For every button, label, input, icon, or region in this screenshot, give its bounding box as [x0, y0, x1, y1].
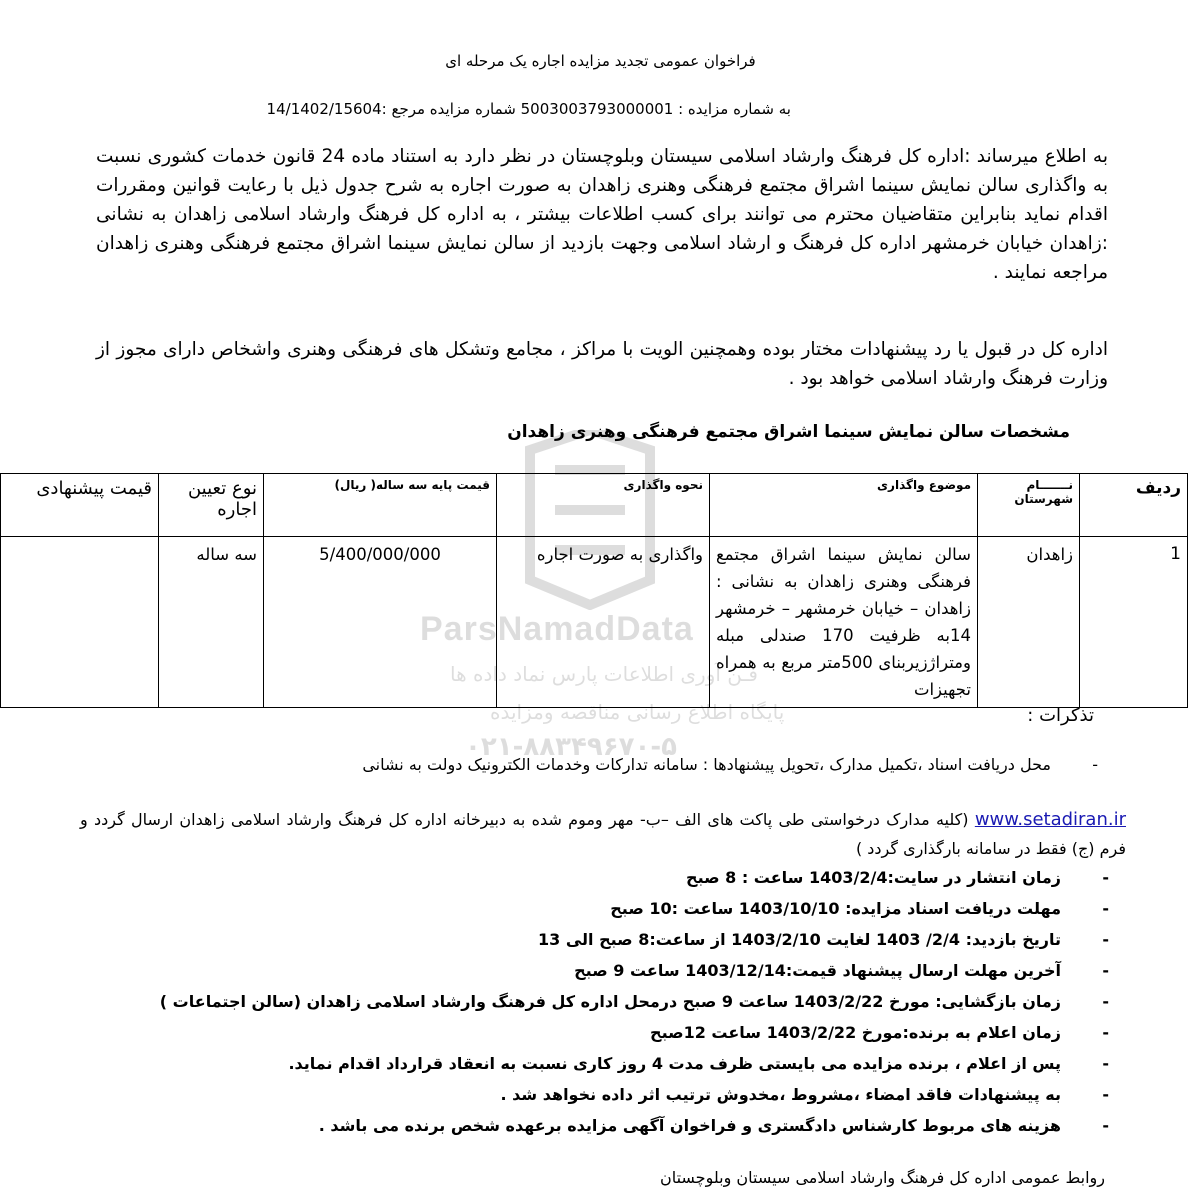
setadiran-link[interactable]: www.setadiran.ir [974, 809, 1126, 830]
list-bullet: - [1102, 899, 1109, 918]
cell-base-price: 5/400/000/000 [264, 537, 497, 708]
header-base-price: قیمت پایه سه ساله( ریال) [264, 474, 497, 537]
auction-reference-number: به شماره مزایده : 5003003793000001 شماره مزایده مرجع :14/1402/15604 [266, 100, 791, 118]
notice-title: فراخوان عمومی تجدید مزایده اجاره یک مرحله ای [445, 52, 756, 70]
list-bullet: - [1102, 1085, 1109, 1104]
acceptance-paragraph: اداره کل در قبول یا رد پیشنهادات مختار بوده وهمچنین الویت با مراکز ، مجامع وتشکل های فرهنگی وهنری واشخاص دارای مجوز از وزارت فرهنگ وارشاد اسلامی خواهد بود . [96, 339, 1108, 389]
header-lease-type: نوع تعیین اجاره [159, 474, 264, 537]
cell-subject: سالن نمایش سینما اشراق مجتمع فرهنگی وهنری زاهدان به نشانی : زاهدان – خیابان خرمشهر – خرمشهر 14به ظرفیت 170 صندلی مبله ومتراژزیربنای 500متر مربع به همراه تجهیزات [710, 537, 978, 708]
watermark-phone: ۰۲۱-۸۸۳۴۹۶۷۰-۵ [465, 732, 678, 762]
list-bullet: - [1102, 992, 1109, 1011]
schedule-list [159, 868, 1109, 1147]
table-header-row [1, 474, 1188, 537]
list-bullet: - [1102, 930, 1109, 949]
header-offer-price: قیمت پیشنهادی [1, 474, 159, 537]
table-row [1, 537, 1188, 708]
cell-method: واگذاری به صورت اجاره [497, 537, 710, 708]
list-item: - پس از اعلام ، برنده مزایده می بایستی ظرف مدت 4 روز کاری نسبت به انعقاد قرارداد اقدام نماید. [288, 1054, 1109, 1073]
header-city: نـــــــام شهرستان [978, 474, 1080, 537]
watermark-line1: فـن آوری اطلاعات پارس نماد داده ها [450, 662, 758, 686]
table-title: مشخصات سالن نمایش سینما اشراق مجتمع فرهنگی وهنری زاهدان [507, 422, 1070, 442]
list-item: - زمان بازگشایی: مورخ 1403/2/22 ساعت 9 صبح درمحل اداره کل فرهنگ وارشاد اسلامی زاهدان (سالن اجتماعات ) [159, 992, 1109, 1011]
list-bullet: - [1102, 1054, 1109, 1073]
list-bullet: - [1102, 961, 1109, 980]
list-item: - تاریخ بازدید: 2/4/ 1403 لغایت 1403/2/10 از ساعت:8 صبح الی 13 [538, 930, 1109, 949]
cell-city: زاهدان [978, 537, 1080, 708]
note-dash: - [1092, 755, 1098, 774]
auction-spec-table [0, 473, 1188, 708]
list-item: - زمان اعلام به برنده:مورخ 1403/2/22 ساعت 12صبح [650, 1023, 1109, 1042]
footer-signature: روابط عمومی اداره کل فرهنگ وارشاد اسلامی سیستان وبلوچستان [659, 1168, 1105, 1187]
list-item: - زمان انتشار در سایت:1403/2/4 ساعت : 8 صبح [686, 868, 1109, 887]
watermark-line2: پایگاه اطلاع رسانی مناقصه ومزایده [490, 700, 785, 724]
list-item: - به پیشنهادات فاقد امضاء ،مشروط ،مخدوش ترتیب اثر داده نخواهد شد . [500, 1085, 1109, 1104]
cell-row-no: 1 [1080, 537, 1188, 708]
header-row-no: ردیف [1080, 474, 1188, 537]
header-method: نحوه واگذاری [497, 474, 710, 537]
list-item: - آخرین مهلت ارسال پیشنهاد قیمت:1403/12/14 ساعت 9 صبح [574, 961, 1109, 980]
intro-paragraph: به اطلاع میرساند :اداره کل فرهنگ وارشاد اسلامی سیستان وبلوچستان در نظر دارد به استناد ماده 24 قانون خدمات کشوری نسبت به واگذاری سالن نمایش سینما اشراق مجتمع فرهنگی وهنری زاهدان به صورت اجاره به شرح جدول ذیل با رعایت قوانین ومقررات اقدام نماید بنابراین متقاضیان محترم می توانند برای کسب اطلاعات بیشتر ، به اداره کل فرهنگ وارشاد اسلامی زاهدان به نشانی :زاهدان خیابان خرمشهر اداره کل فرهنگ و ارشاد اسلامی وجهت بازدید از سالن نمایش سینما اشراق مجتمع فرهنگی وهنری زاهدان مراجعه نمایند . [96, 146, 1108, 283]
delivery-details-text: (کلیه مدارک درخواستی طی پاکت های الف –ب- مهر وموم شده به دبیرخانه اداره کل فرهنگ وارشاد اسلامی زاهدان ارسال گردد و فرم (ج) فقط در سامانه بارگذاری گردد ) [80, 810, 1126, 858]
delivery-location-note: محل دریافت اسناد ،تکمیل مدارک ،تحویل پیشنهادها : سامانه تدارکات وخدمات الکترونیک دولت به نشانی [362, 755, 1051, 774]
delivery-details-note [80, 805, 1126, 863]
header-subject: موضوع واگذاری [710, 474, 978, 537]
notes-heading: تذکرات : [1027, 705, 1094, 726]
cell-offer-price [1, 537, 159, 708]
watermark-brand: ParsNamadData [420, 610, 694, 648]
list-bullet: - [1102, 1023, 1109, 1042]
list-item: - هزینه های مربوط کارشناس دادگستری و فراخوان آگهی مزایده برعهده شخص برنده می باشد . [318, 1116, 1109, 1135]
list-bullet: - [1102, 1116, 1109, 1135]
list-bullet: - [1102, 868, 1109, 887]
cell-lease-type: سه ساله [159, 537, 264, 708]
list-item: - مهلت دریافت اسناد مزایده: 1403/10/10 ساعت :10 صبح [610, 899, 1109, 918]
